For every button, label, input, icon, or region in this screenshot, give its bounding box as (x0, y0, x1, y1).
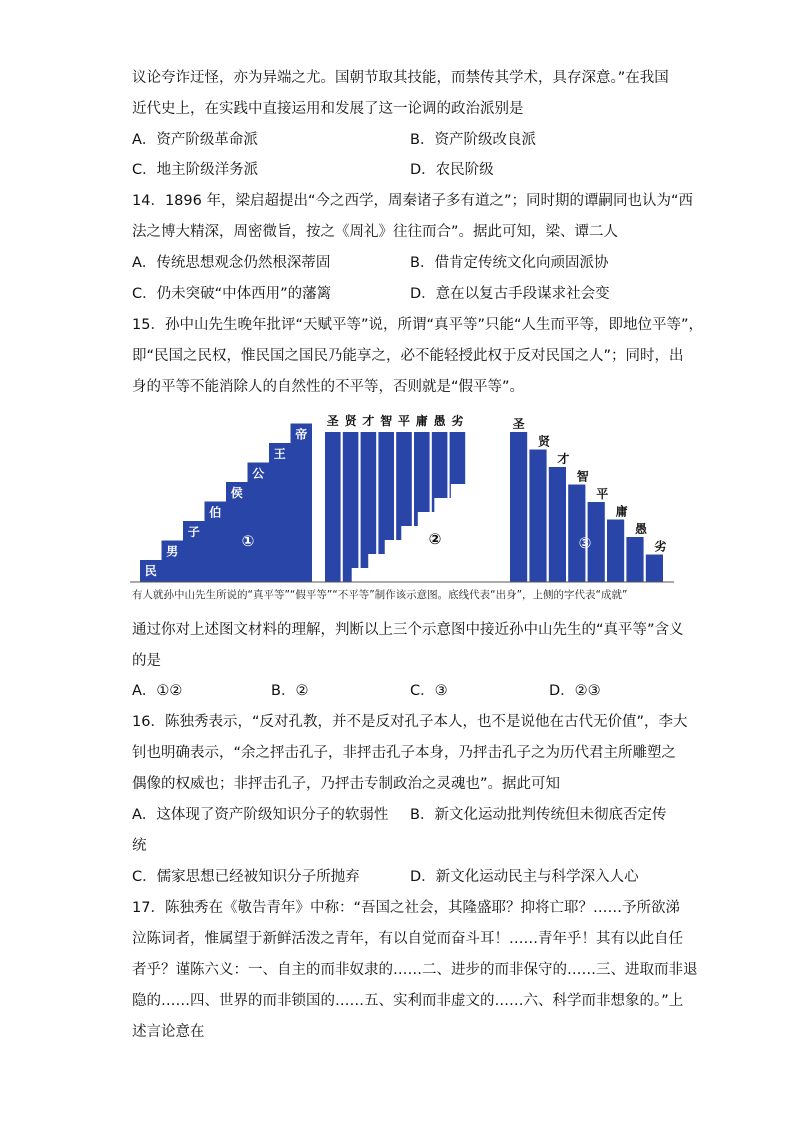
diagram-2-rank-label: 智 (380, 414, 393, 428)
q13-text-line: 议论夸诈迂怪，亦为异端之尤。国朝节取其技能，而禁传其学术，具存深意。”在我国 (132, 70, 669, 86)
diagram-1-rank-label: 民 (144, 564, 157, 578)
diagram-2-bar (343, 432, 359, 582)
q13-option-a[interactable]: A．资产阶级革命派 (132, 132, 258, 148)
diagram-3-rank-label: 圣 (512, 417, 525, 431)
q15-option-a[interactable]: A．①② (132, 683, 183, 699)
q16-text-line: 钊也明确表示，“余之抨击孔子，非抨击孔子本身，乃抨击孔子之为历代君主所雕塑之 (132, 745, 677, 761)
q16-option-b[interactable]: B．新文化运动批判传统但未彻底否定传 (410, 807, 667, 823)
diagram-3-marker: ③ (578, 534, 592, 552)
diagram-1-rank-label: 伯 (209, 505, 222, 520)
diagram-3-bar (607, 520, 624, 583)
q16-option-a[interactable]: A．这体现了资产阶级知识分子的软弱性 (132, 807, 389, 823)
q14-option-a[interactable]: A．传统思想观念仍然根深蒂固 (132, 255, 331, 271)
diagram-3-rank-label: 劣 (654, 539, 667, 554)
diagram-2-rank-label: 劣 (451, 414, 464, 428)
diagram-2-rank-label: 愚 (433, 414, 446, 428)
q14-option-c[interactable]: C．仍未突破“中体西用”的藩篱 (132, 286, 332, 302)
diagram-3-rank-label: 智 (576, 469, 589, 484)
diagram-1-rank-label: 男 (166, 544, 179, 559)
q17-text-line: 泣陈词者，惟属望于新鲜活泼之青年，有以自觉而奋斗耳！……青年乎！其有以此自任 (132, 931, 683, 947)
q14-text-line: 法之博大精深，周密微旨，按之《周礼》往往而合”。据此可知，梁、谭二人 (132, 224, 619, 240)
q14-option-d[interactable]: D．意在以复古手段谋求社会变 (410, 286, 610, 302)
q13-option-c[interactable]: C．地主阶级洋务派 (132, 162, 259, 178)
diagram-1-rank-label: 帝 (295, 427, 308, 442)
diagram-1-rank-label: 侯 (230, 486, 243, 500)
q15-text-line: 即“民国之民权，惟民国之国民乃能享之，必不能轻授此权于反对民国之人”；同时，出 (132, 348, 684, 364)
figure-caption: 有人就孙中山先生所说的“真平等”“假平等”“不平等”制作该示意图。底线代表“出身”，上侧的字代表“成就” (132, 589, 628, 601)
q15-option-d[interactable]: D．②③ (549, 683, 601, 699)
diagram-2-bars (325, 413, 467, 582)
diagram-1-staircase (140, 424, 312, 583)
q15-option-c[interactable]: C．③ (410, 683, 448, 699)
diagram-3-rank-label: 才 (557, 452, 570, 466)
q14-option-b[interactable]: B．借肯定传统文化向顽固派协 (410, 255, 609, 271)
diagram-2-rank-label: 贤 (344, 414, 357, 428)
q17-text-line: 隐的……四、世界的而非锁国的……五、实利而非虚文的……六、科学而非想象的。”上 (132, 993, 684, 1009)
diagram-3-rank-label: 贤 (537, 434, 551, 449)
q15-stem-line: 通过你对上述图文材料的理解，判断以上三个示意图中接近孙中山先生的“真平等”含义 (132, 622, 684, 638)
diagram-3-bar (529, 450, 546, 583)
diagram-1-rank-label: 公 (252, 466, 265, 481)
diagram-1-rank-label: 王 (273, 447, 286, 461)
q17-text-line: 17．陈独秀在《敬告青年》中称：“吾国之社会，其隆盛耶？抑将亡耶？……予所欲涕 (132, 900, 680, 916)
diagram-3-bar (549, 467, 566, 582)
q16-option-b-continued: 统 (132, 838, 147, 854)
diagram-2-rank-label: 庸 (415, 414, 428, 428)
diagram-2-rank-label: 圣 (326, 414, 339, 428)
q17-text-line: 述言论意在 (132, 1024, 205, 1040)
diagram-3-rank-label: 愚 (634, 522, 648, 536)
diagram-3-bars (510, 417, 666, 582)
diagram-2-marker: ② (428, 530, 442, 548)
diagram-3-rank-label: 庸 (615, 504, 628, 519)
q15-text-line: 15．孙中山先生晚年批评“天赋平等”说，所谓“真平等”只能“人生而平等，即地位平等”， (132, 317, 704, 333)
q16-option-d[interactable]: D．新文化运动民主与科学深入人心 (410, 869, 639, 885)
q15-text-line: 身的平等不能消除人的自然性的不平等，否则就是“假平等”。 (132, 379, 525, 395)
diagram-1-rank-label: 子 (187, 525, 200, 539)
diagram-1-marker: ① (241, 532, 255, 550)
diagram-2-rank-label: 平 (397, 414, 411, 428)
q16-text-line: 16．陈独秀表示，“反对孔教，并不是反对孔子本人，也不是说他在古代无价值”，李大 (132, 714, 688, 730)
q13-option-d[interactable]: D．农民阶级 (410, 162, 494, 178)
q13-option-b[interactable]: B．资产阶级改良派 (410, 132, 536, 148)
equality-diagram (130, 410, 674, 602)
q15-option-b[interactable]: B．② (271, 683, 309, 699)
diagram-3-rank-label: 平 (596, 487, 609, 501)
diagram-2-bar (325, 432, 341, 582)
diagram-3-bar (510, 432, 527, 582)
q16-text-line: 偶像的权威也；非抨击孔子，乃抨击专制政治之灵魂也”。据此可知 (132, 776, 561, 792)
q16-option-c[interactable]: C．儒家思想已经被知识分子所抛弃 (132, 869, 360, 885)
diagram-3-bar (646, 555, 663, 583)
diagram-3-bar (626, 537, 643, 582)
q17-text-line: 者乎？谨陈六义：一、自主的而非奴隶的……二、进步的而非保守的……三、进取而非退 (132, 962, 698, 978)
q14-text-line: 14．1896 年，梁启超提出“今之西学，周秦诸子多有道之”；同时期的谭嗣同也认为“西 (132, 193, 693, 209)
q13-text-line: 近代史上，在实践中直接运用和发展了这一论调的政治派别是 (132, 101, 524, 117)
diagram-2-rank-label: 才 (362, 414, 375, 428)
q15-stem-line: 的是 (132, 653, 161, 669)
